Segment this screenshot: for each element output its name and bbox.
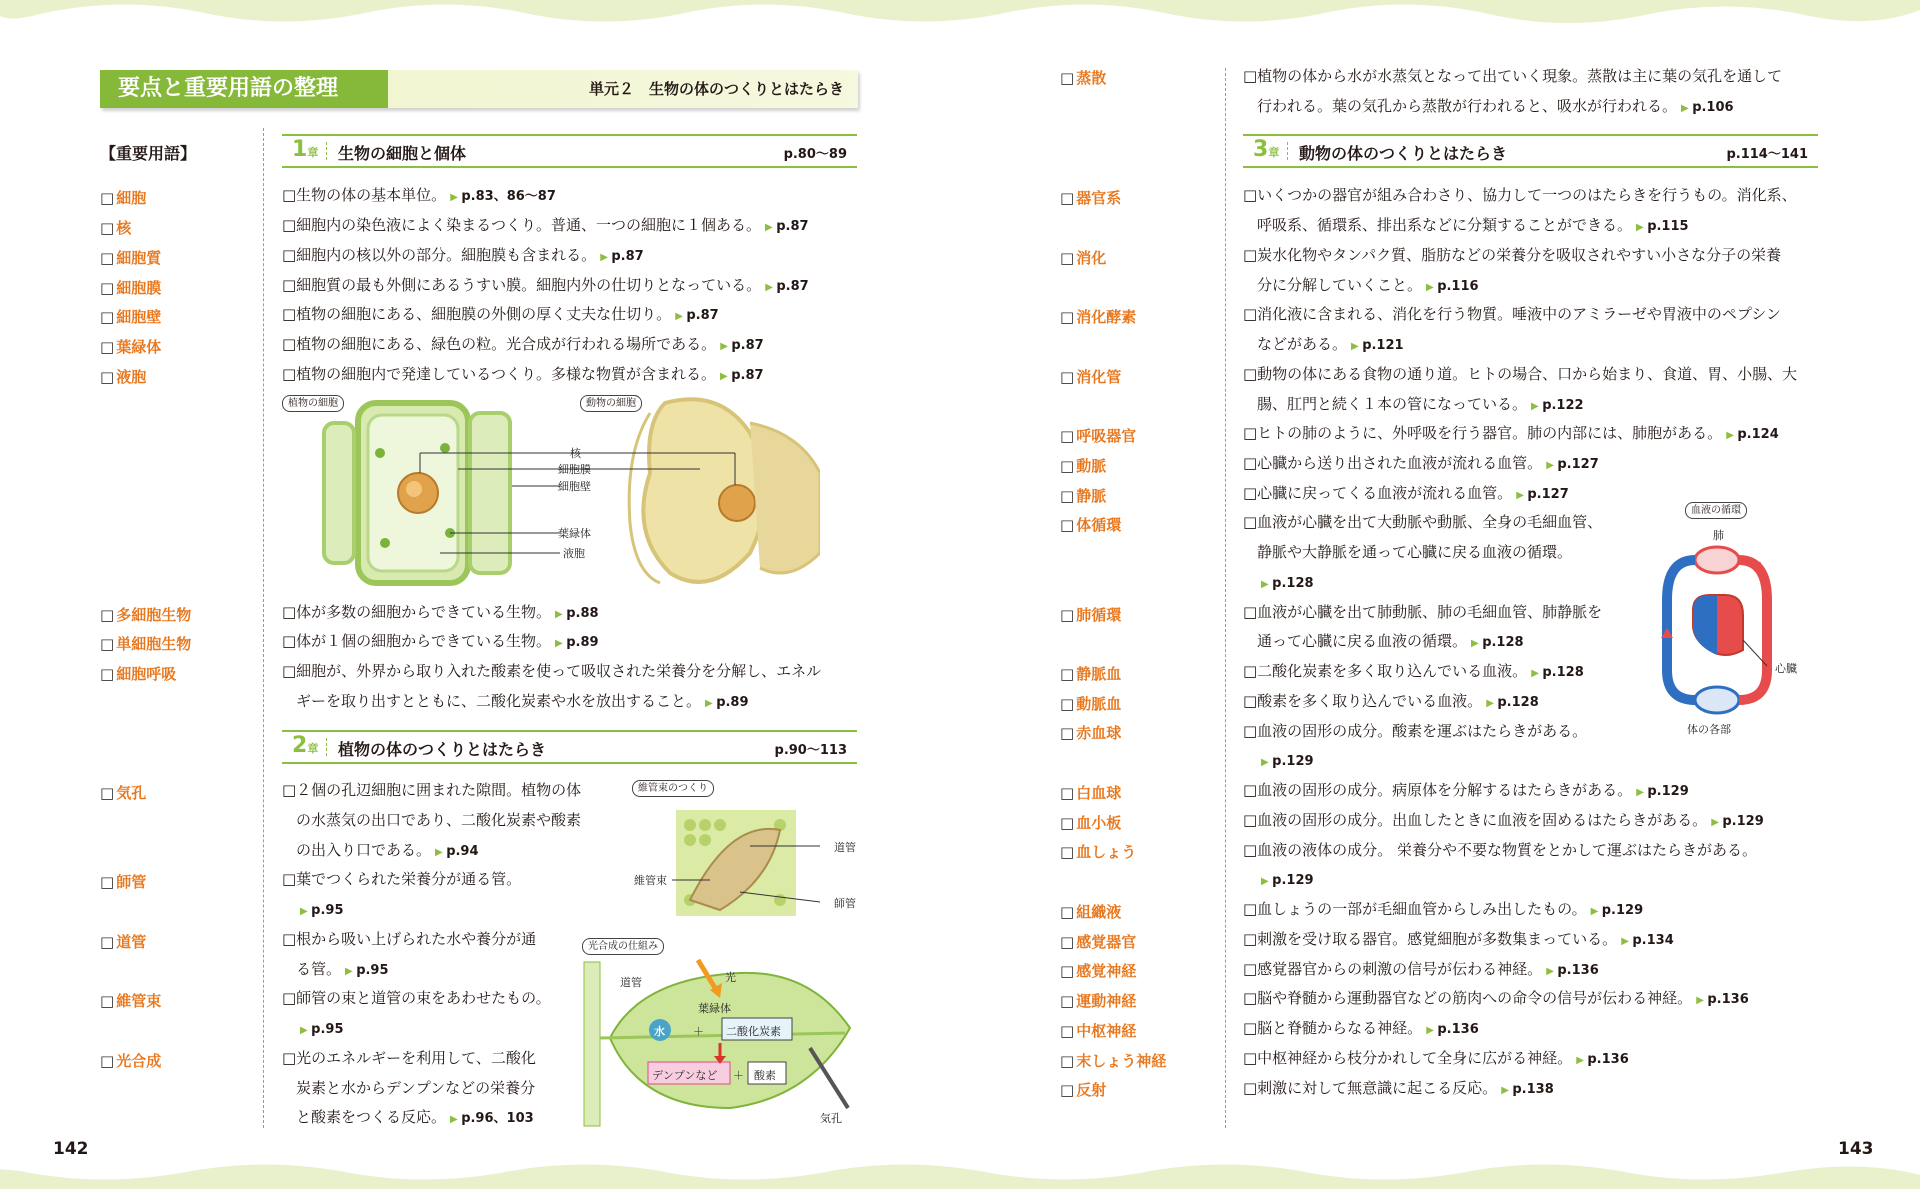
definition-line: 行われる。葉の気孔から蒸散が行われると、吸水が行われる。▶ p.106	[1243, 91, 1734, 124]
header-title: 要点と重要用語の整理	[100, 70, 388, 108]
vascular-bundle-label: 維管束	[634, 874, 667, 887]
term-item: □ 消化管	[1060, 368, 1122, 386]
phloem-label: 師管	[834, 897, 856, 910]
vascular-illustration	[630, 780, 860, 920]
definition-line: □根から吸い上げられた水や養分が通	[282, 930, 537, 948]
term-item: □ 蒸散	[1060, 69, 1107, 87]
term-item: □ 白血球	[1060, 784, 1122, 802]
definition-line: □葉でつくられた栄養分が通る管。	[282, 870, 522, 888]
definition-line: ギーを取り出すとともに、二酸化炭素や水を放出すること。▶ p.89	[282, 686, 749, 719]
stoma-label: 気孔	[820, 1112, 842, 1125]
definition-line: 炭素と水からデンプンなどの栄養分	[296, 1079, 536, 1097]
bottom-wave-decoration	[0, 1155, 1920, 1189]
definition-line: □炭水化物やタンパク質、脂肪などの栄養分を吸収されやすい小さな分子の栄養	[1243, 246, 1782, 264]
term-item: □ 動脈血	[1060, 695, 1122, 713]
term-item: □ 単細胞生物	[100, 635, 192, 653]
definition-line: □血液が心臓を出て大動脈や動脈、全身の毛細血管、	[1243, 513, 1603, 531]
chapter-pages: p.90〜113	[774, 743, 847, 758]
definition-line: □血液の液体の成分。 栄養分や不要な物質をとかして運ぶはたらきがある。	[1243, 841, 1757, 859]
definition-line: □細胞内の染色液によく染まるつくり。普通、一つの細胞に１個ある。▶ p.87	[282, 210, 809, 243]
definition-line: □刺激を受け取る器官。感覚細胞が多数集まっている。▶ p.134	[1243, 924, 1674, 957]
page-number-right: 143	[1838, 1139, 1874, 1159]
definition-line: □心臓に戻ってくる血液が流れる血管。▶ p.127	[1243, 478, 1569, 511]
term-item: □ 細胞呼吸	[100, 665, 177, 683]
definition-line: □体が多数の細胞からできている生物。▶ p.88	[282, 597, 599, 630]
circulation-figure-label: 血液の循環	[1685, 502, 1747, 519]
term-item: □ 静脈	[1060, 487, 1107, 505]
part-label: 細胞壁	[558, 480, 591, 493]
term-item: □ 気孔	[100, 784, 147, 802]
chapter-title: 動物の体のつくりとはたらき	[1299, 144, 1508, 163]
chloroplast-label: 葉緑体	[698, 1002, 731, 1015]
chapter-number: 2章	[292, 733, 319, 758]
page-number-left: 142	[53, 1139, 89, 1159]
term-item: □ 器官系	[1060, 189, 1122, 207]
plant-cell-label: 植物の細胞	[282, 395, 344, 412]
starch-label: デンプンなど	[652, 1069, 718, 1082]
term-item: □ 組織液	[1060, 903, 1122, 921]
body-label: 体の各部	[1687, 723, 1731, 736]
chapter-3-header	[1243, 134, 1818, 168]
definition-line: □脳と脊髄からなる神経。▶ p.136	[1243, 1013, 1479, 1046]
term-item: □ 肺循環	[1060, 606, 1122, 624]
plus-sign: ＋	[693, 1025, 704, 1038]
definition-line: などがある。▶ p.121	[1243, 329, 1404, 362]
definition-line: ▶ p.129	[1243, 864, 1314, 897]
definition-line: □植物の細胞にある、細胞膜の外側の厚く丈夫な仕切り。▶ p.87	[282, 299, 719, 332]
definition-line: □植物の細胞にある、緑色の粒。光合成が行われる場所である。▶ p.87	[282, 329, 764, 362]
photosynthesis-illustration	[580, 938, 860, 1128]
chapter-pages: p.80〜89	[783, 147, 847, 162]
definition-line: □心臓から送り出された血液が流れる血管。▶ p.127	[1243, 448, 1599, 481]
circulation-illustration	[1655, 500, 1815, 740]
part-label: 葉緑体	[558, 527, 591, 540]
definition-line: □２個の孔辺細胞に囲まれた隙間。植物の体	[282, 781, 582, 799]
definition-line: □二酸化炭素を多く取り込んでいる血液。▶ p.128	[1243, 656, 1584, 689]
term-item: □ 細胞膜	[100, 279, 162, 297]
vascular-figure-label: 維管束のつくり	[632, 780, 714, 797]
definition-line: 腸、肛門と続く１本の管になっている。▶ p.122	[1243, 389, 1584, 422]
definition-line: の出入り口である。▶ p.94	[282, 835, 479, 868]
co2-label: 二酸化炭素	[726, 1025, 781, 1038]
definition-line: □生物の体の基本単位。▶ p.83、86〜87	[282, 180, 556, 213]
vessel-label: 道管	[620, 976, 642, 989]
definition-line: 静脈や大静脈を通って心臓に戻る血液の循環。	[1257, 543, 1573, 561]
cell-figure	[280, 393, 820, 593]
definition-line: ▶ p.95	[282, 894, 344, 927]
term-item: □ 維管束	[100, 992, 162, 1010]
definition-line: □中枢神経から枝分かれして全身に広がる神経。▶ p.136	[1243, 1043, 1629, 1076]
term-item: □ 光合成	[100, 1052, 162, 1070]
header-unit: 単元２ 生物の体のつくりとはたらき	[588, 80, 844, 98]
plant-cell-drawing	[324, 403, 510, 583]
chapter-number: 1章	[292, 137, 319, 162]
xylem-label: 道管	[834, 841, 856, 854]
water-label: 水	[654, 1025, 665, 1038]
definition-line: と酸素をつくる反応。▶ p.96、103	[282, 1102, 534, 1135]
term-item: □ 多細胞生物	[100, 606, 192, 624]
term-item: □ 反射	[1060, 1081, 1107, 1099]
definition-line: □消化液に含まれる、消化を行う物質。唾液中のアミラーゼや胃液中のペプシン	[1243, 305, 1781, 323]
part-label: 液胞	[563, 547, 585, 560]
light-label: 光	[725, 971, 736, 984]
part-label: 核	[570, 447, 581, 460]
term-item: □ 感覚神経	[1060, 962, 1137, 980]
definition-line: □刺激に対して無意識に起こる反応。▶ p.138	[1243, 1073, 1554, 1106]
right-divider	[1225, 68, 1226, 1128]
term-item: □ 道管	[100, 933, 147, 951]
definition-line: 呼吸系、循環系、排出系などに分類することができる。▶ p.115	[1243, 210, 1689, 243]
definition-line: の水蒸気の出口であり、二酸化炭素や酸素	[296, 811, 582, 829]
definition-line: □血液の固形の成分。病原体を分解するはたらきがある。▶ p.129	[1243, 775, 1689, 808]
definition-line: □細胞内の核以外の部分。細胞膜も含まれる。▶ p.87	[282, 240, 644, 273]
term-item: □ 中枢神経	[1060, 1022, 1137, 1040]
term-item: □ 消化酵素	[1060, 308, 1137, 326]
definition-line: ▶ p.95	[282, 1013, 344, 1046]
definition-line: □体が１個の細胞からできている生物。▶ p.89	[282, 626, 599, 659]
chapter-title: 生物の細胞と個体	[338, 144, 467, 163]
definition-line: □植物の細胞内で発達しているつくり。多様な物質が含まれる。▶ p.87	[282, 359, 764, 392]
part-label: 細胞膜	[558, 463, 591, 476]
definition-line: ▶ p.129	[1243, 745, 1314, 778]
key-terms-label: 【重要用語】	[100, 144, 197, 163]
chapter-2-header	[282, 730, 857, 764]
chapter-number: 3章	[1253, 137, 1280, 162]
photosynthesis-figure	[580, 938, 860, 1128]
oxygen-label: 酸素	[754, 1069, 776, 1082]
definition-line: □動物の体にある食物の通り道。ヒトの場合、口から始まり、食道、胃、小腸、大	[1243, 365, 1798, 383]
photosynthesis-figure-label: 光合成の仕組み	[582, 938, 664, 955]
definition-line: □脳や脊髄から運動器官などの筋肉への命令の信号が伝わる神経。▶ p.136	[1243, 983, 1749, 1016]
chapter-1-header	[282, 134, 857, 168]
definition-line: □細胞質の最も外側にあるうすい膜。細胞内外の仕切りとなっている。▶ p.87	[282, 270, 809, 303]
animal-cell-drawing	[629, 399, 820, 583]
lung-label: 肺	[1713, 529, 1724, 542]
animal-cell-label: 動物の細胞	[580, 395, 642, 412]
term-item: □ 葉緑体	[100, 338, 162, 356]
term-item: □ 血しょう	[1060, 843, 1137, 861]
chapter-pages: p.114〜141	[1726, 147, 1808, 162]
definition-line: □血液の固形の成分。酸素を運ぶはたらきがある。	[1243, 722, 1588, 740]
term-item: □ 感覚器官	[1060, 933, 1137, 951]
section-header	[100, 70, 858, 108]
term-item: □ 細胞質	[100, 249, 162, 267]
term-item: □ 細胞	[100, 189, 147, 207]
term-item: □ 血小板	[1060, 814, 1122, 832]
term-item: □ 動脈	[1060, 457, 1107, 475]
definition-line: 通って心臓に戻る血液の循環。▶ p.128	[1243, 626, 1524, 659]
heart-label: 心臓	[1775, 662, 1797, 675]
circulation-figure	[1655, 500, 1815, 740]
top-wave-decoration	[0, 0, 1920, 34]
definition-line: □光のエネルギーを利用して、二酸化	[282, 1049, 536, 1067]
chapter-title: 植物の体のつくりとはたらき	[338, 740, 547, 759]
cell-illustration	[280, 393, 820, 593]
definition-line: る管。▶ p.95	[282, 954, 389, 987]
definition-line: □ヒトの肺のように、外呼吸を行う器官。肺の内部には、肺胞がある。▶ p.124	[1243, 418, 1779, 451]
definition-line: □血液が心臓を出て肺動脈、肺の毛細血管、肺静脈を	[1243, 603, 1603, 621]
definition-line: □師管の束と道管の束をあわせたもの。	[282, 989, 551, 1007]
left-divider	[263, 128, 264, 1128]
term-item: □ 師管	[100, 873, 147, 891]
term-item: □ 赤血球	[1060, 724, 1122, 742]
term-item: □ 静脈血	[1060, 665, 1122, 683]
definition-line: □植物の体から水が水蒸気となって出ていく現象。蒸散は主に葉の気孔を通して	[1243, 67, 1783, 85]
term-item: □ 運動神経	[1060, 992, 1137, 1010]
definition-line: 分に分解していくこと。▶ p.116	[1243, 270, 1479, 303]
term-item: □ 核	[100, 219, 132, 237]
plus-sign: ＋	[733, 1069, 744, 1082]
definition-line: □血液の固形の成分。出血したときに血液を固めるはたらきがある。▶ p.129	[1243, 805, 1764, 838]
term-item: □ 細胞壁	[100, 308, 162, 326]
definition-line: ▶ p.128	[1243, 567, 1314, 600]
term-item: □ 液胞	[100, 368, 147, 386]
term-item: □ 消化	[1060, 249, 1107, 267]
term-item: □ 呼吸器官	[1060, 427, 1137, 445]
definition-line: □感覚器官からの刺激の信号が伝わる神経。▶ p.136	[1243, 954, 1599, 987]
term-item: □ 末しょう神経	[1060, 1052, 1167, 1070]
definition-line: □血しょうの一部が毛細血管からしみ出したもの。▶ p.129	[1243, 894, 1643, 927]
term-item: □ 体循環	[1060, 516, 1122, 534]
definition-line: □酸素を多く取り込んでいる血液。▶ p.128	[1243, 686, 1539, 719]
definition-line: □細胞が、外界から取り入れた酸素を使って吸収された栄養分を分解し、エネル	[282, 662, 822, 680]
definition-line: □いくつかの器官が組み合わさり、協力して一つのはたらきを行うもの。消化系、	[1243, 186, 1797, 204]
vascular-bundle-figure	[630, 780, 860, 920]
